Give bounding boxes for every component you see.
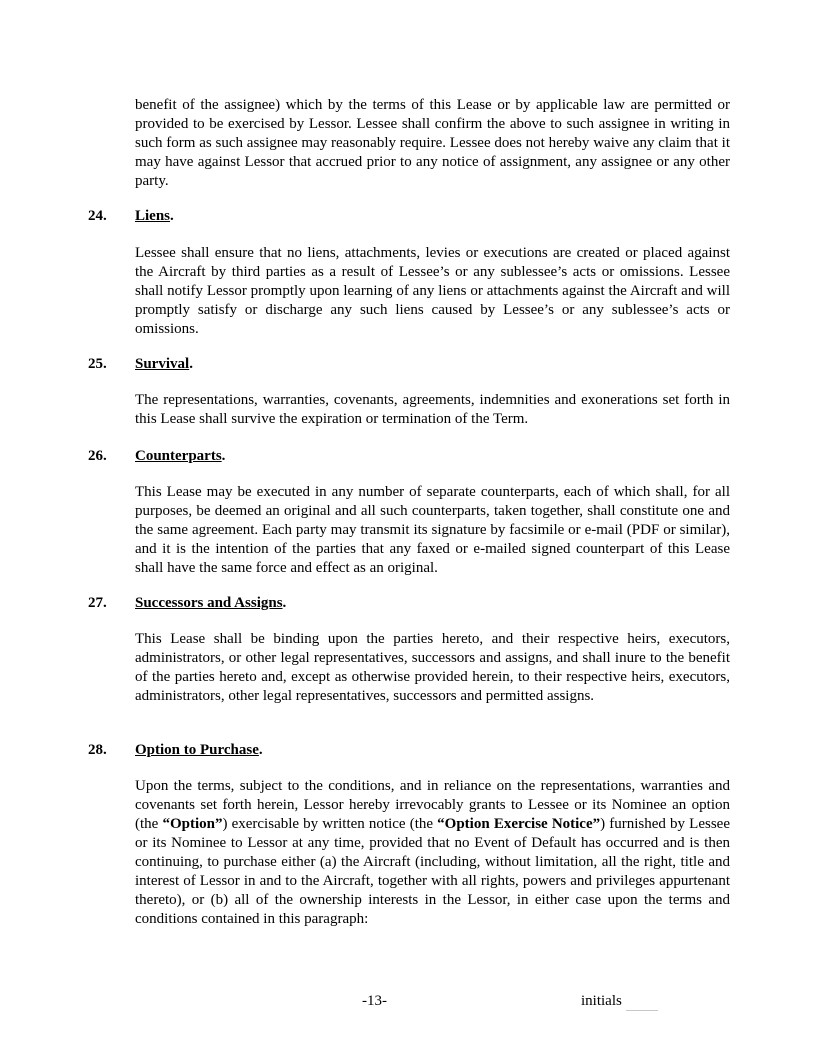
initials-field — [581, 992, 658, 1011]
body-text: Upon the terms, subject to the conditions, and in reliance on the representations, warranties and covenants set forth herein, Lessor hereby irrevocably grants to Lessee or its Nominee an option (the — [135, 778, 730, 832]
defined-term-option-exercise-notice: “Option Exercise Notice” — [437, 816, 601, 832]
section-title: Liens — [135, 208, 171, 224]
section-number: 24. — [88, 208, 107, 224]
defined-term-option: “Option” — [162, 816, 223, 832]
body-text: ) exercisable by written notice (the — [222, 816, 438, 832]
section-body-26: This Lease may be executed in any number of separate counterparts, each of which shall, for all purposes, be deemed an original and all such counterparts, taken together, shall constitute one and the same agreement. Each party may transmit its signature by facsimile or e-mail (PDF or similar), and it is the intention of the parties that any faxed or e-mailed signed counterpart of this Lease shall have the same force and effect as an original. — [135, 484, 730, 576]
continuation-paragraph: benefit of the assignee) which by the terms of this Lease or by applicable law are permitted or provided to be exercised by Lessor. Lessee shall confirm the above to such assignee in writing in such form as such assignee may reasonably require. Lessee does not hereby waive any claim that it may have against Lessor that accrued prior to any notice of assignment, any assignee or any other party. — [135, 97, 730, 189]
section-title: Successors and Assigns — [135, 595, 283, 611]
document-page: benefit of the assignee) which by the terms of this Lease or by applicable law are permitted or provided to be exercised by Lessor. Lessee shall confirm the above to such assignee in writing in such form as such assignee may reasonably require. Lessee does not hereby waive any claim that it may have against Lessor that accrued prior to any notice of assignment, any assignee or any other party. 24. Liens. Lessee shall ensure that no liens, attachments, levies or executions are created or placed against the Aircraft by third parties as a result of Lessee’s or any sublessee’s acts or omissions. Lessee shall notify Lessor promptly upon learning of any liens or attachments against the Aircraft and will promptly satisfy or discharge any such liens caused by Lessee’s or any sublessee’s acts or omissions. 25. Survival. The representations, warranties, covenants, agreements, indemnities and exonerations set forth in this Lease shall survive the expiration or termination of the Term. 26. Counterparts. This Lease may be executed in any number of separate counterparts, each of which shall, for all purposes, be deemed an original and all such counterparts, taken together, shall constitute one and the same agreement. Each party may transmit its signature by facsimile or e-mail (PDF or similar), and it is the intention of the parties that any faxed or e-mailed signed counterpart of this Lease shall have the same force and effect as an original. 27. Successors and Assigns. This Lease shall be binding upon the parties hereto, and their respective heirs, executors, administrators, or other legal representatives, successors and assigns, and shall inure to the benefit of the parties hereto and, except as otherwise provided herein, to their respective heirs, executors, administrators, other legal representatives, successors and permitted assigns. 28. Option to Purchase. Upon the terms, subject to the conditions, and in reliance on the representations, warranties and covenants set forth herein, Lessor hereby irrevocably grants to Lessee or its Nominee an option (the “Option”) exercisable by written notice (the “Option Exercise Notice”) furnished by Lessee or its Nominee to Lessor at any time, provided that no Event of Default has occurred and is then continuing, to purchase either (a) the Aircraft (including, without limitation, all the right, title and interest of Lessor in and to the Aircraft, together with all rights, powers and privileges appurtenant thereto), or (b) all of the ownership interests in the Lessor, in either case upon the terms and conditions contained in this paragraph: -13- initials — [88, 97, 730, 1009]
section-title: Option to Purchase — [135, 742, 259, 758]
section-number: 28. — [88, 742, 107, 758]
body-text: ) furnished by Lessee or its Nominee to Lessor at any time, provided that no Event of Default has occurred and is then continuing, to purchase either (a) the Aircraft (including, without limitation, all the right, title and interest of Lessor in and to the Aircraft, together with all rights, powers and privileges appurtenant thereto), or (b) all of the ownership interests in the Lessor, in either case upon the terms and conditions contained in this paragraph: — [135, 816, 730, 927]
section-body-27: This Lease shall be binding upon the parties hereto, and their respective heirs, executors, administrators, or other legal representatives, successors and assigns, and shall inure to the benefit of the parties hereto and, except as otherwise provided herein, to their respective heirs, executors, administrators, other legal representatives, successors and permitted assigns. — [135, 631, 730, 704]
section-number: 26. — [88, 448, 107, 464]
section-title: Counterparts — [135, 448, 222, 464]
page-number: -13- — [362, 993, 387, 1009]
section-number: 25. — [88, 356, 107, 372]
section-number: 27. — [88, 595, 107, 611]
section-body-28 — [135, 777, 730, 929]
initials-blank-line — [626, 996, 658, 1011]
section-body-24: Lessee shall ensure that no liens, attachments, levies or executions are created or placed against the Aircraft by third parties as a result of Lessee’s or any sublessee’s acts or omissions. Lessee shall notify Lessor promptly upon learning of any liens or attachments against the Aircraft and will promptly satisfy or discharge any such liens caused by Lessee’s or any sublessee’s acts or omissions. — [135, 245, 730, 337]
initials-label: initials — [581, 993, 622, 1009]
section-body-25: The representations, warranties, covenants, agreements, indemnities and exonerations set forth in this Lease shall survive the expiration or termination of the Term. — [135, 392, 730, 427]
section-title: Survival — [135, 356, 190, 372]
